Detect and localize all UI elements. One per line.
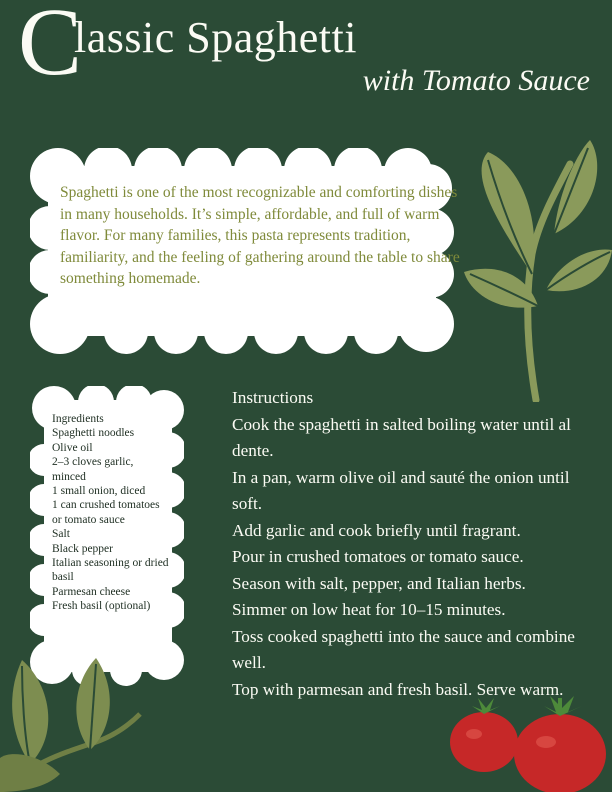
basil-sprig-icon (458, 134, 612, 402)
instruction-step: In a pan, warm olive oil and sauté the onion until soft. (232, 467, 570, 513)
instruction-step: Pour in crushed tomatoes or tomato sauce. (232, 547, 524, 566)
instruction-step: Add garlic and cook briefly until fragrant. (232, 520, 521, 540)
list-item: 1 small onion, diced (52, 485, 146, 498)
list-item: Olive oil (52, 441, 93, 454)
title-initial: C (18, 0, 83, 95)
instruction-step: Top with parmesan and fresh basil. Serve warm. (232, 679, 564, 699)
list-item: Fresh basil (optional) (52, 600, 151, 613)
list-item: Italian seasoning or dried basil (52, 557, 169, 584)
ingredients-heading: Ingredients (52, 413, 104, 425)
list-item: 2–3 cloves garlic, minced (52, 456, 134, 483)
instruction-step: Simmer on low heat for 10–15 minutes. (232, 600, 506, 619)
list-item: Parmesan cheese (52, 585, 131, 598)
page-subtitle: with Tomato Sauce (362, 64, 590, 97)
instruction-step: Cook the spaghetti in salted boiling water until al dente. (232, 414, 571, 460)
instructions-list (232, 412, 577, 704)
list-item: Salt (52, 528, 70, 541)
instructions-heading: Instructions (232, 388, 314, 407)
list-item: Spaghetti noodles (52, 427, 135, 440)
instructions-section (232, 385, 577, 703)
intro-paragraph: Spaghetti is one of the most recognizable and comforting dishes in many households. It’s simple, affordable, and full of warm flavor. For many families, this pasta represents tradition, familiarity, and the feeling of gathering around the table to share something homemade. (60, 184, 460, 287)
list-item: Black pepper (52, 542, 113, 555)
instruction-step: Season with salt, pepper, and Italian herbs. (232, 573, 526, 593)
instruction-step: Toss cooked spaghetti into the sauce and combine well. (232, 626, 575, 672)
tomatoes-icon (438, 690, 612, 792)
page-title: lassic Spaghetti (74, 13, 357, 62)
basil-leaves-icon (0, 654, 150, 792)
list-item: 1 can crushed tomatoes or tomato sauce (52, 499, 160, 526)
ingredients-list (52, 412, 170, 614)
